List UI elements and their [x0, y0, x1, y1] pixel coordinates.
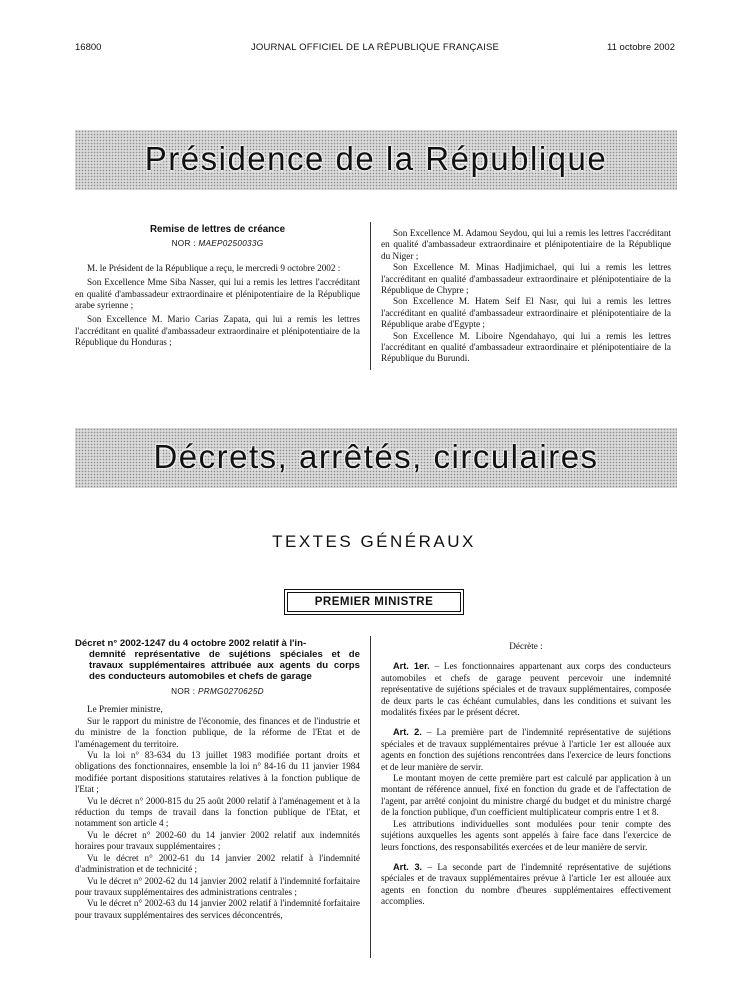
remise-paragraph: Son Excellence M. Hatem Seif El Nasr, qui lui a remis les lettres l'accréditant en qualité d'ambassadeur extraordinaire et plénipotentiaire de la République arabe d'Egypte ;	[381, 296, 671, 330]
remise-paragraph: M. le Président de la République a reçu, le mercredi 9 octobre 2002 :	[87, 262, 341, 273]
remise-title: Remise de lettres de créance	[149, 224, 286, 235]
preamble-paragraph: Vu le décret n° 2000-815 du 25 août 2000 relatif à l'aménagement et à la réduction du temps de travail dans la fonction publique de l'Etat, et notamment son article 4 ;	[75, 795, 360, 829]
preamble-paragraph: Le Premier ministre,	[87, 704, 163, 715]
remise-paragraph: Son Excellence M. Mario Carias Zapata, qui lui a remis les lettres l'accréditant en qualité d'ambassadeur extraordinaire et plénipotentiaire de la République du Honduras ;	[75, 314, 360, 348]
decrets-heading: Décrets, arrêtés, circulaires	[153, 438, 599, 475]
preamble-paragraph: Vu le décret n° 2002-63 du 14 janvier 2002 relatif à l'indemnité forfaitaire pour travaux supplémentaires des services déconcentrés,	[75, 898, 360, 920]
decret-left-column	[75, 638, 360, 921]
decret-title-first: Décret n° 2002-1247 du 4 octobre 2002 relatif à l'in-	[75, 638, 307, 649]
journal-title: JOURNAL OFFICIEL DE LA RÉPUBLIQUE FRANÇAISE	[250, 42, 500, 53]
remise-paragraph: Son Excellence Mme Siba Nasser, qui lui a remis les lettres l'accréditant en qualité d'ambassadeur extraordinaire et plénipotentiaire de la République arabe syrienne ;	[75, 277, 360, 311]
page-number: 16800	[75, 42, 102, 53]
textes-generaux-heading: TEXTES GÉNÉRAUX	[272, 532, 476, 551]
remise-nor	[75, 238, 360, 249]
preamble-paragraph: Sur le rapport du ministre de l'économie, des finances et de l'industrie et du ministre de la fonction publique, de la réforme de l'Etat et de l'aménagement du territoire.	[75, 715, 360, 749]
decret-nor	[75, 686, 360, 697]
preamble-paragraph: Vu la loi n° 83-634 du 13 juillet 1983 modifiée portant droits et obligations des fonctionnaires, ensemble la loi n° 84-16 du 11 janvier 1984 modifiée portant dispositions statutaires relatives à la fonction publique de l'Etat ;	[75, 750, 360, 795]
premier-ministre-label: PREMIER MINISTRE	[287, 592, 461, 612]
preamble-paragraph: Vu le décret n° 2002-62 du 14 janvier 2002 relatif à l'indemnité forfaitaire pour travaux supplémentaires des administrations centrales ;	[75, 875, 360, 897]
article-text: – Les fonctionnaires appartenant aux corps des conducteurs automobiles et chefs de garage peuvent percevoir une indemnité représentative de sujétions spéciales et de travaux supplémentaires, composée de deux parts le cas échéant cumulables, dans les conditions et suivant les modalités fixées par le présent décret.	[381, 661, 671, 718]
article-label: Art. 2.	[393, 727, 422, 738]
remise-left-column	[75, 224, 360, 349]
preamble-paragraph: Vu le décret n° 2002-60 du 14 janvier 2002 relatif aux indemnités horaires pour travaux supplémentaires ;	[75, 829, 360, 852]
running-header	[75, 42, 675, 56]
decrets-banner	[75, 428, 677, 488]
presidence-heading: Présidence de la République	[144, 140, 608, 177]
premier-ministre-box	[284, 589, 464, 615]
article-2-paragraph: Les attributions individuelles sont modulées pour tenir compte des sujétions auxquelles les agents sont appelés à faire face dans l'exercice de leurs fonctions, des responsabilités exercées et de leur manière de servir.	[381, 818, 671, 852]
decret-right-column	[381, 641, 671, 908]
remise-paragraph: Son Excellence M. Adamou Seydou, qui lui a remis les lettres l'accréditant en qualité d'ambassadeur extraordinaire et plénipotentiaire de la République du Niger ;	[381, 228, 671, 261]
article-2-paragraph: Le montant moyen de cette première part est calculé par application à un montant de référence annuel, fixé en fonction du grade et de l'affectation de l'agent, par arrêté conjoint du ministre chargé du budget et du ministre chargé de la fonction publique, d'un coefficient multiplicateur compris entre 1 et 8.	[381, 773, 671, 818]
issue-date: 11 octobre 2002	[607, 42, 675, 53]
article-label: Art. 1er.	[393, 661, 430, 672]
column-divider	[370, 636, 371, 958]
article-text: – La première part de l'indemnité représentative de sujétions spéciales et de travaux supplémentaires prévue à l'article 1er est allouée aux agents en fonction des sujétions rencontrées dans l'exercice de leurs fonctions et de leur manière de servir.	[381, 727, 671, 772]
decrete-label: Décrète :	[509, 641, 543, 651]
nor-code: PRMG0270625D	[197, 687, 264, 696]
article-text: – La seconde part de l'indemnité représentative de sujétions spéciales et de travaux supplémentaires prévue à l'article 1er est allouée aux agents en fonction du nombre d'heures supplémentaires effectivement accomplies.	[381, 861, 671, 907]
remise-paragraph: Son Excellence M. Liboire Ngendahayo, qui lui a remis les lettres l'accréditant en qualité d'ambassadeur extraordinaire et plénipotentiaire de la République du Burundi.	[381, 330, 671, 364]
preamble-paragraph: Vu le décret n° 2002-61 du 14 janvier 2002 relatif à l'indemnité d'administration et de technicité ;	[75, 852, 360, 875]
nor-label: NOR :	[171, 687, 198, 696]
nor-label: NOR :	[171, 239, 199, 249]
article-2	[381, 727, 671, 773]
article-1	[381, 661, 671, 718]
presidence-banner	[75, 130, 677, 190]
decret-title	[75, 638, 360, 682]
article-3	[381, 862, 671, 908]
decret-title-rest: demnité représentative de sujétions spéciales et de travaux supplémentaires attribuée aux agents du corps des conducteurs automobiles et chefs de garage	[89, 649, 360, 682]
nor-code: MAEP0250033G	[198, 239, 264, 249]
remise-right-column	[381, 228, 671, 365]
article-label: Art. 3.	[393, 861, 423, 872]
remise-paragraph: Son Excellence M. Minas Hadjimichael, qui lui a remis les lettres l'accréditant en qualité d'ambassadeur extraordinaire et plénipotentiaire de la République de Chypre ;	[381, 262, 671, 296]
column-divider	[370, 222, 371, 370]
